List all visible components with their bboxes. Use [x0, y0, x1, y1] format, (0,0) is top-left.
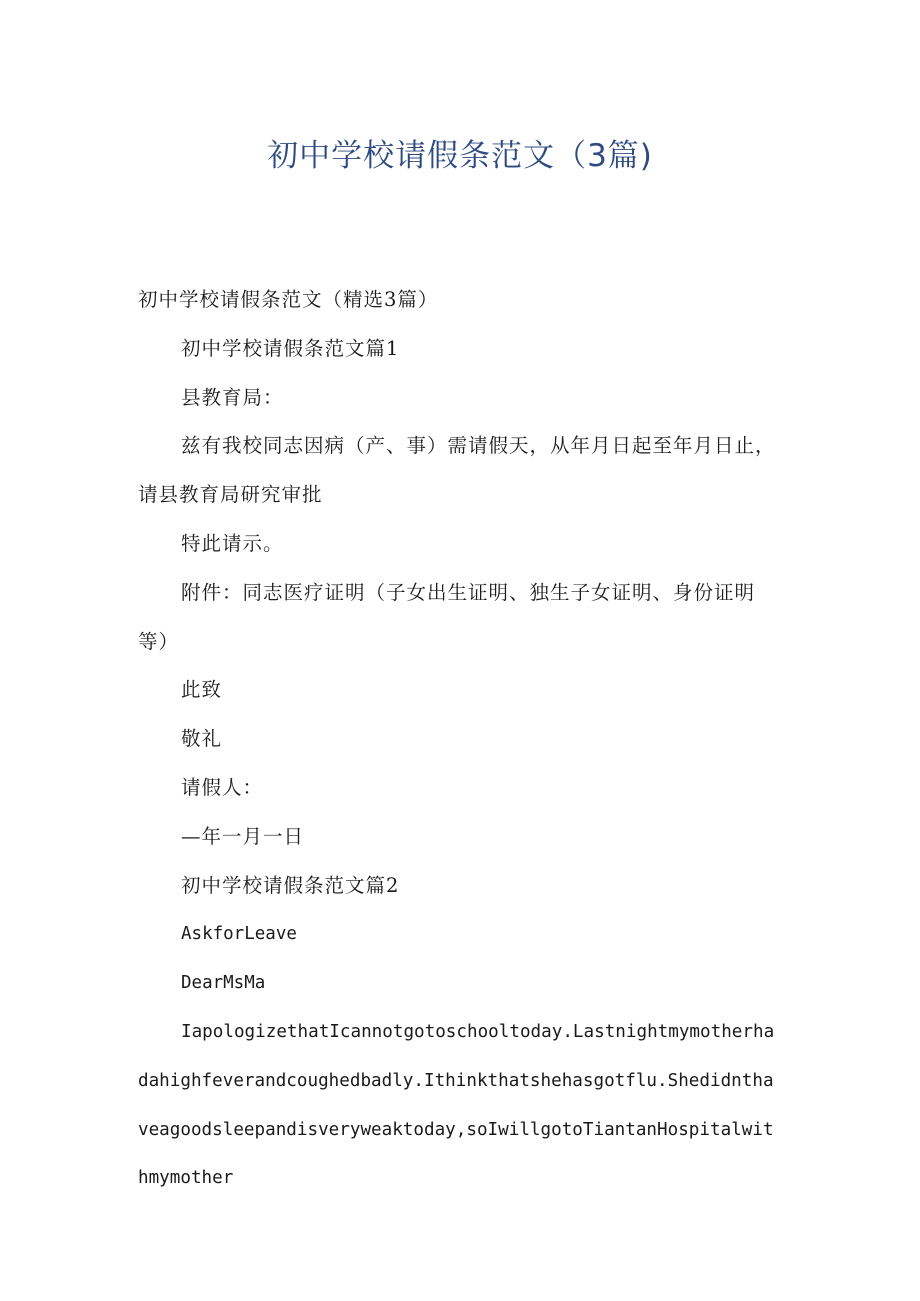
document-title: 初中学校请假条范文（3篇): [267, 138, 653, 174]
section-heading-2: 初中学校请假条范文篇2: [181, 873, 400, 897]
english-title: AskforLeave: [181, 924, 297, 945]
paragraph-attachment: 附件：同志医疗证明（子女出生证明、独生子女证明、身份证明等）: [138, 580, 756, 653]
closing-line-1: 此致: [181, 678, 223, 702]
english-body-paragraph: IapologizethatIcannotgotoschooltoday.Lastnightmymotherhadahighfeverandcoughedbadly.Ithinkthatshehasgotflu.Shedidnthaveagoodsleepandisveryweaktoday,soIwillgotoTiantanHospitalwithmymother: [138, 1021, 775, 1189]
closing-line-2: 敬礼: [181, 727, 223, 751]
paragraph-closing-request: 特此请示。: [181, 531, 284, 555]
date-line: —年一月一日: [181, 824, 305, 848]
signature-line: 请假人：: [181, 775, 264, 799]
section-heading-1: 初中学校请假条范文篇1: [181, 336, 400, 360]
english-salutation: DearMsMa: [181, 973, 266, 994]
document-body: [138, 276, 778, 1203]
paragraph-request: 兹有我校同志因病（产、事）需请假天，从年月日起至年月日止，请县教育局研究审批: [138, 434, 776, 507]
paragraph-intro: 初中学校请假条范文（精选3篇）: [138, 288, 439, 311]
salutation: 县教育局：: [181, 385, 284, 409]
